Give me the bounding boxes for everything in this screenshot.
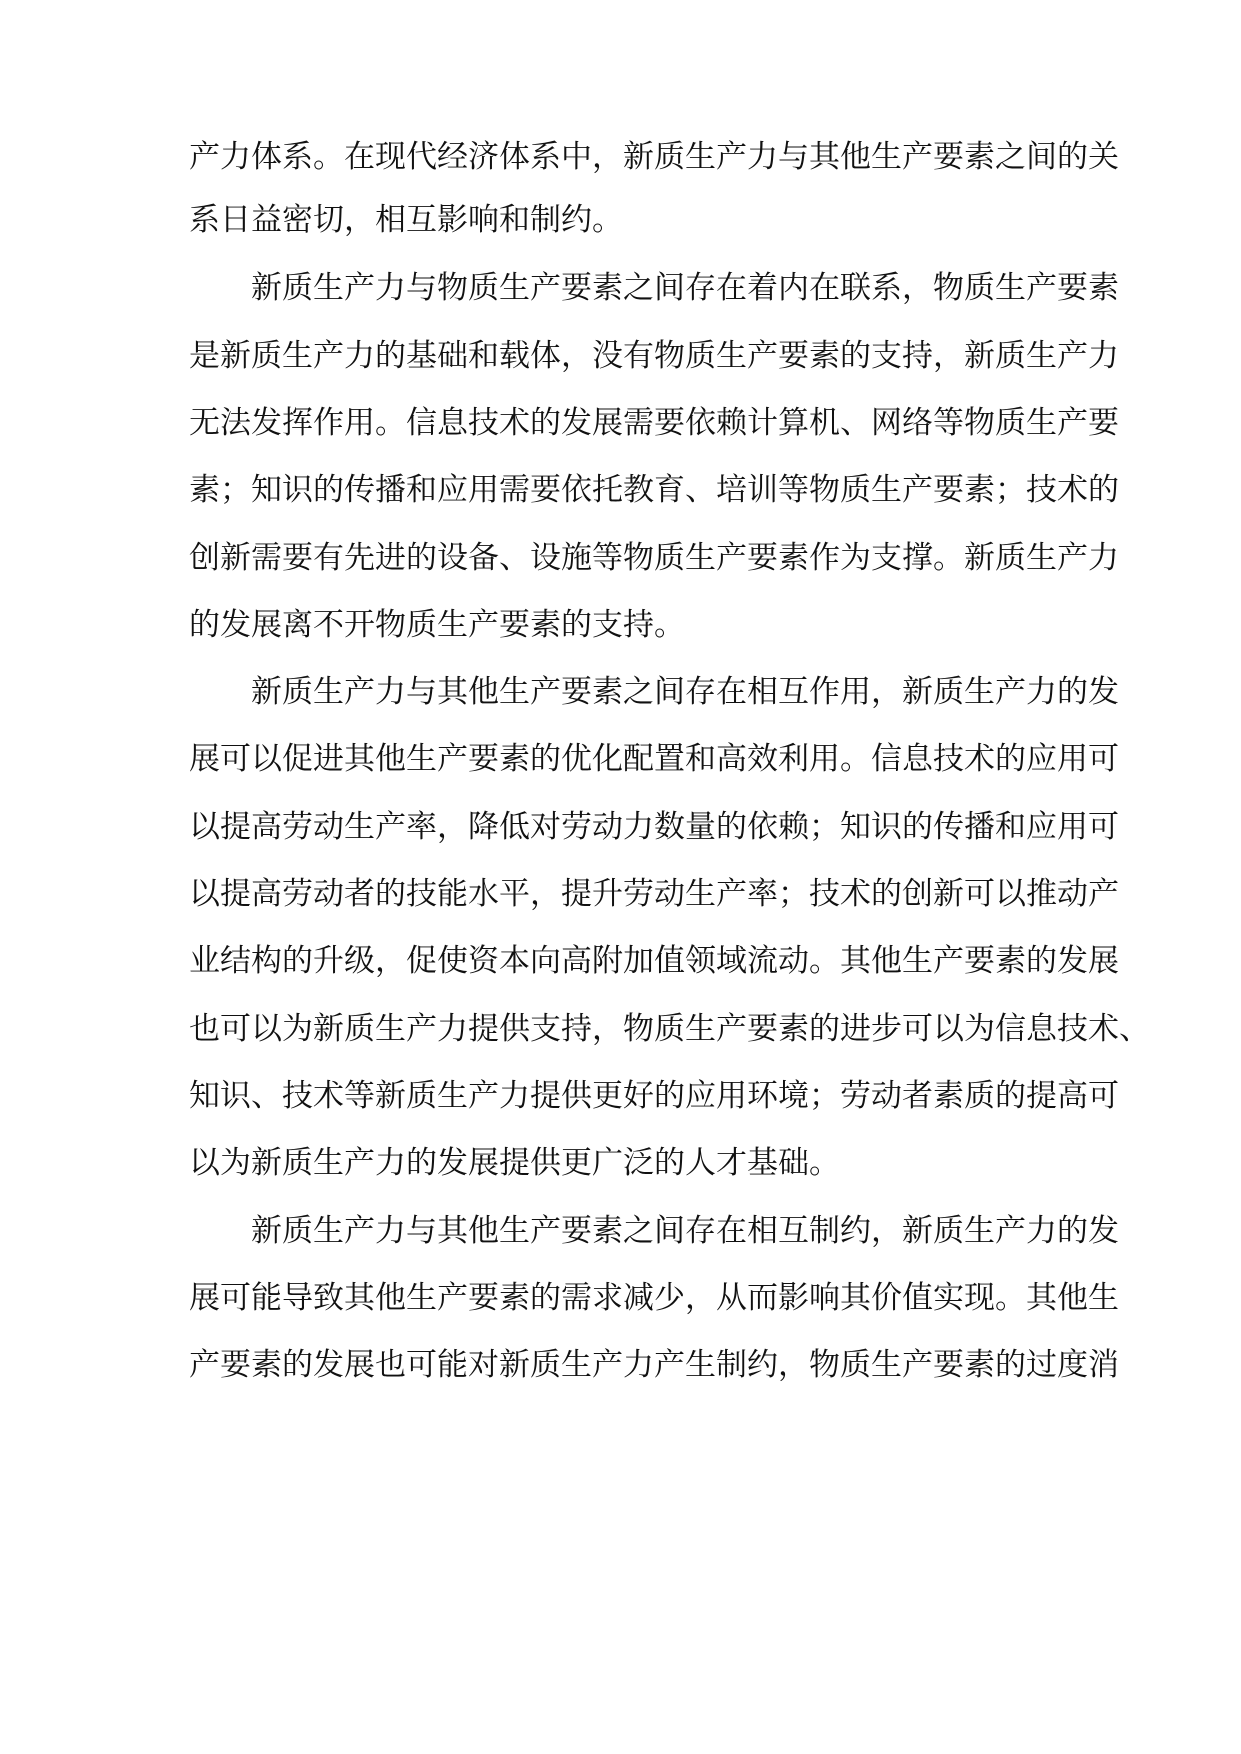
text-line: 展可能导致其他生产要素的需求减少，从而影响其价值实现。其他生 bbox=[189, 1280, 1119, 1316]
text-line: 创新需要有先进的设备、设施等物质生产要素作为支撑。新质生产力 bbox=[189, 540, 1119, 576]
paragraph-first-line: 新质生产力与其他生产要素之间存在相互作用，新质生产力的发 bbox=[251, 674, 1119, 710]
text-line: 展可以促进其他生产要素的优化配置和高效利用。信息技术的应用可 bbox=[189, 741, 1119, 777]
text-line: 以提高劳动者的技能水平，提升劳动生产率；技术的创新可以推动产 bbox=[189, 876, 1119, 912]
text-line: 产力体系。在现代经济体系中，新质生产力与其他生产要素之间的关 bbox=[189, 139, 1119, 175]
text-line: 以提高劳动生产率，降低对劳动力数量的依赖；知识的传播和应用可 bbox=[189, 809, 1119, 845]
text-line: 知识、技术等新质生产力提供更好的应用环境；劳动者素质的提高可 bbox=[189, 1078, 1119, 1114]
text-line: 的发展离不开物质生产要素的支持。 bbox=[189, 607, 685, 643]
text-line: 系日益密切，相互影响和制约。 bbox=[189, 202, 623, 238]
text-line: 无法发挥作用。信息技术的发展需要依赖计算机、网络等物质生产要 bbox=[189, 405, 1119, 441]
text-line: 业结构的升级，促使资本向高附加值领域流动。其他生产要素的发展 bbox=[189, 943, 1119, 979]
text-line: 以为新质生产力的发展提供更广泛的人才基础。 bbox=[189, 1145, 840, 1181]
text-line: 产要素的发展也可能对新质生产力产生制约，物质生产要素的过度消 bbox=[189, 1347, 1119, 1383]
text-line: 素；知识的传播和应用需要依托教育、培训等物质生产要素；技术的 bbox=[189, 472, 1119, 508]
paragraph-first-line: 新质生产力与其他生产要素之间存在相互制约，新质生产力的发 bbox=[251, 1213, 1119, 1249]
paragraph-first-line: 新质生产力与物质生产要素之间存在着内在联系，物质生产要素 bbox=[251, 270, 1119, 306]
text-line: 也可以为新质生产力提供支持，物质生产要素的进步可以为信息技术、 bbox=[189, 1011, 1150, 1047]
text-line: 是新质生产力的基础和载体，没有物质生产要素的支持，新质生产力 bbox=[189, 338, 1119, 374]
